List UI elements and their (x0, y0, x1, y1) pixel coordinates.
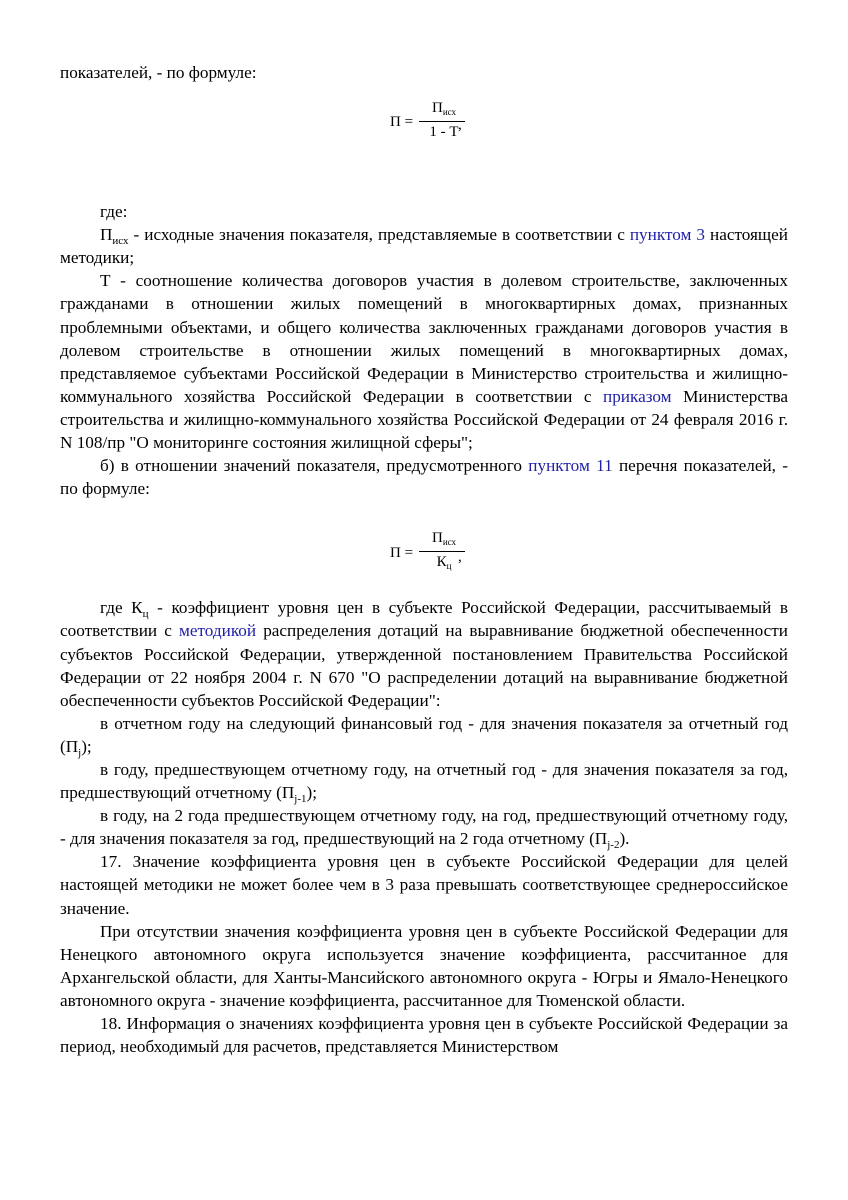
where-label: где: (100, 202, 128, 222)
year-2: в году, предшествующем отчетному году, на отчетный год - для значения показателя за год, предшествующий отчетному $(П_{j-1})$; (60, 759, 788, 806)
formula-1 (60, 84, 788, 154)
year-3: в году, на 2 года предшествующем отчетному году, на год, предшествующий отчетному году, - для значения показателя за год, предшествующий на 2 года отчетному $(П_{j-2})$. (60, 806, 788, 852)
formula-1-comma: , (458, 117, 462, 134)
absence-paragraph: При отсутствии значения коэффициента уровня цен в субъекте Российской Федерации для Ненецкого автономного округа используется значение коэффициента, рассчитанное для Архангельской области, для Ханты-Мансийского автономного округа - Югры и Ямало-Ненецкого автономного округа - значение коэффициента, рассчитанное для Тюменской области. (60, 921, 788, 1010)
kc-definition: где $К_ц$ - коэффициент уровня цен в субъекте Российской Федерации, рассчитываемый в соответствии с методикой распределения дотаций на выравнивание бюджетной обеспеченности субъектов Российской Федерации, утвержденной постановлением Правительства Российской Федерации от 22 ноября 2004 г. N 670 "О распределении дотаций на выравнивание бюджетной обеспеченности субъектов Российской Федерации": (60, 598, 789, 710)
link-punkt-3[interactable]: пунктом 3 (629, 225, 706, 245)
formula-2-denominator: $К_ц$ (436, 554, 452, 572)
document-page (60, 0, 788, 1058)
link-punkt-11[interactable]: пунктом 11 (528, 456, 613, 476)
p-ish-definition: $П_{исх}$ - исходные значения показателя, представляемые в соответствии с пунктом 3 настоящей методики; (60, 225, 788, 268)
item-18: 18. Информация о значениях коэффициента уровня цен в субъекте Российской Федерации за период, необходимый для расчетов, представляется Министерством (60, 1014, 788, 1057)
formula-2-numerator: $П_{исх}$ (431, 530, 457, 548)
link-prikaz[interactable]: приказом (603, 386, 672, 406)
item-17: 17. Значение коэффициента уровня цен в субъекте Российской Федерации для целей настоящей методики не может более чем в 3 раза превышать соответствующее среднероссийское значение. (60, 852, 788, 918)
formula-1-denominator: 1 - Т (429, 124, 459, 141)
formula-2-lhs: П = (390, 545, 414, 562)
t-definition: Т - соотношение количества договоров участия в долевом строительстве, заключенных гражданами в отношении жилых помещений в многоквартирных домах, признанных проблемными объектами, и общего количества заключенных гражданами договоров участия в долевом строительстве в отношении жилых помещений в многоквартирных домах, представляемое субъектами Российской Федерации в Министерство строительства и жилищно-коммунального хозяйства Российской Федерации в соответствии с приказом Министерства строительства и жилищно-коммунального хозяйства Российской Федерации от 24 февраля 2016 г. N 108/пр "О мониторинге состояния жилищной сферы"; (60, 271, 788, 453)
formula-2 (60, 500, 788, 596)
year-1: в отчетном году на следующий финансовый год - для значения показателя за отчетный год $(П_j)$; (60, 713, 788, 759)
lead-text: показателей, - по формуле: (60, 63, 257, 82)
formula-1-lhs: П = (390, 114, 414, 131)
formula-1-numerator: $П_{исх}$ (431, 100, 457, 118)
link-metodika[interactable]: методикой (178, 621, 257, 641)
item-b: б) в отношении значений показателя, предусмотренного пунктом 11 перечня показателей, - по формуле: (60, 456, 789, 499)
formula-2-comma: , (458, 549, 462, 566)
